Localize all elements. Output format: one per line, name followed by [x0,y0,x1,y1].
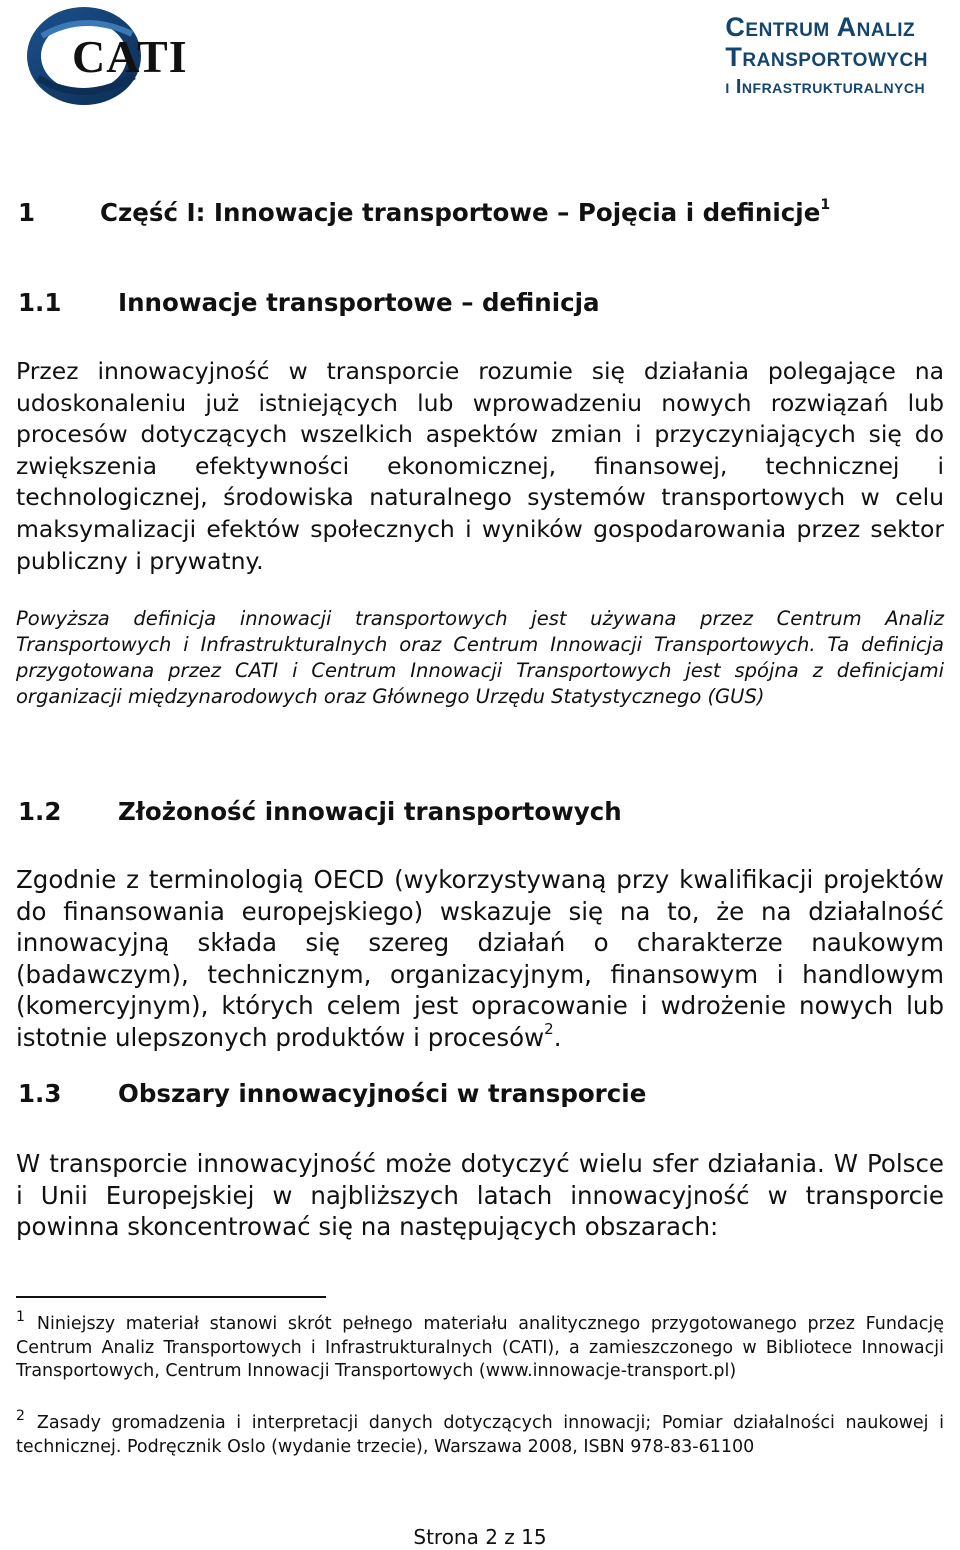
section-1-1-number: 1.1 [18,288,62,317]
org-line-3: i Infrastrukturalnych [725,76,926,98]
section-1-2-title: Złożoność innowacji transportowych [118,797,622,826]
cati-logo [24,6,234,106]
section-1-3-title: Obszary innowacyjności w transporcie [118,1079,647,1108]
definition-note: Powyższa definicja innowacji transportowych jest używana przez Centrum Analiz Transportowych i Infrastrukturalnych oraz Centrum Innowacji Transportowych. Ta definicja przygotowana przez CATI i Centrum Innowacji Transportowych jest spójna z definicjami organizacji międzynarodowych oraz Głównego Urzędu Statystycznego (GUS) [16,607,944,708]
section-1-3-number: 1.3 [18,1079,62,1108]
logo-text: CATI [72,31,188,82]
section-1-heading [18,196,888,230]
footnote-1-mark: 1 [16,1309,25,1325]
complexity-text: Zgodnie z terminologią OECD (wykorzystywaną przy kwalifikacji projektów do finansowania europejskiego) wskazuje się na to, że na działalność innowacyjną składa się szereg działań o charakterze naukowym (badawczym), technicznym, organizacyjnym, finansowym i handlowym (komercyjnym), których celem jest opracowanie i wdrożenie nowych lub istotnie ulepszonych produktów i procesów [16,865,944,1052]
section-1-title: Część I: Innowacje transportowe – Pojęcia i definicje [100,198,821,227]
section-1-number: 1 [18,198,36,227]
section-1-2-heading [18,795,622,829]
footnote-ref-1[interactable]: 1 [820,197,831,213]
footnote-1-text: Niniejszy materiał stanowi skrót pełnego materiału analitycznego przygotowanego przez Fundację Centrum Analiz Transportowych i Infrastrukturalnych (CATI), a zamieszczonego w Bibliotece Innowacji Transportowych, Centrum Innowacji Transportowych (www.innowacje-transport.pl) [16,1314,944,1381]
page-number: Strona 2 z 15 [413,1525,547,1549]
complexity-end: . [553,1022,562,1052]
footnote-2-mark: 2 [16,1408,25,1424]
complexity-paragraph [16,864,944,1054]
section-1-1-title: Innowacje transportowe – definicja [118,288,600,317]
footnote-separator [16,1296,326,1298]
org-line-2: Transportowych [725,42,928,72]
footnote-2 [16,1408,944,1459]
footnote-1 [16,1309,944,1384]
page-header [0,0,960,115]
areas-paragraph: W transporcie innowacyjność może dotyczyć wielu sfer działania. W Polsce i Unii Europejskiej w najbliższych latach innowacyjność w transporcie powinna skoncentrować się na następujących obszarach: [16,1149,944,1242]
definition-paragraph: Przez innowacyjność w transporcie rozumie się działania polegające na udoskonaleniu już istniejących lub wprowadzeniu nowych rozwiązań lub procesów dotyczących wszelkich aspektów zmian i przyczyniających się do zwiększenia efektywności ekonomicznej, finansowej, technicznej i technologicznej, środowiska naturalnego systemów transportowych w celu maksymalizacji efektów społecznych i wyników gospodarowania przez sektor publiczny i prywatny. [16,357,944,575]
footnote-ref-2[interactable]: 2 [544,1019,554,1038]
footnote-2-text: Zasady gromadzenia i interpretacji danych dotyczących innowacji; Pomiar działalności naukowej i technicznej. Podręcznik Oslo (wydanie trzecie), Warszawa 2008, ISBN 978-83-61100 [16,1413,944,1457]
section-1-1-heading [18,286,600,320]
org-line-1: Centrum Analiz [725,12,916,42]
section-1-2-number: 1.2 [18,797,62,826]
organization-name [725,12,928,102]
section-1-3-heading [18,1077,646,1111]
